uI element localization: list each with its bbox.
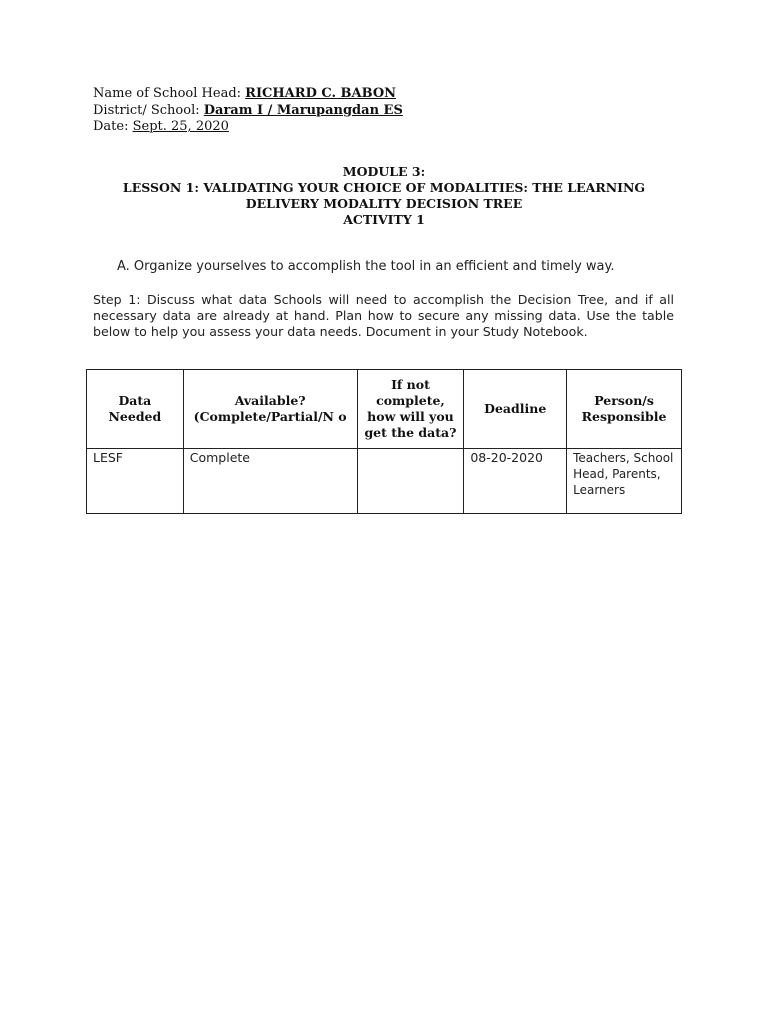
header-available: Available? (Complete/Partial/N o	[183, 370, 357, 449]
school-head-value: RICHARD C. BABON	[245, 86, 397, 101]
district-label: District/ School:	[93, 102, 204, 118]
activity-title: ACTIVITY 1	[343, 212, 425, 227]
district-row	[93, 103, 403, 120]
header-persons-responsible: Person/s Responsible	[567, 370, 682, 449]
cell-how-to-get	[357, 449, 464, 514]
lesson-title: LESSON 1: VALIDATING YOUR CHOICE OF MODALITIES: THE LEARNING DELIVERY MODALITY DECISION TREE	[122, 180, 646, 211]
cell-data-needed: LESF	[87, 449, 184, 514]
table-header-row	[87, 370, 682, 449]
header-deadline: Deadline	[464, 370, 567, 449]
school-head-row	[93, 86, 403, 103]
header-data-needed: Data Needed	[87, 370, 184, 449]
school-head-label: Name of School Head:	[93, 86, 246, 101]
date-label: Date:	[93, 119, 133, 134]
data-needs-table	[86, 369, 682, 514]
module-title: MODULE 3:	[342, 164, 426, 179]
document-titles	[86, 164, 682, 228]
date-row	[93, 119, 403, 136]
cell-available: Complete	[183, 449, 357, 514]
cell-deadline: 08-20-2020	[464, 449, 567, 514]
district-value: Daram I / Marupangdan ES	[203, 102, 403, 118]
instruction-a: A. Organize yourselves to accomplish the tool in an efficient and timely way.	[117, 259, 615, 274]
date-value: Sept. 25, 2020	[132, 119, 229, 134]
header-if-not-complete: If not complete, how will you get the data?	[357, 370, 464, 449]
table-row	[87, 449, 682, 514]
step-1-paragraph: Step 1: Discuss what data Schools will need to accomplish the Decision Tree, and if all necessary data are already at hand. Plan how to secure any missing data. Use the table below to help you assess your data needs. Document in your Study Notebook.	[93, 292, 674, 339]
cell-persons-responsible: Teachers, School Head, Parents, Learners	[567, 449, 682, 514]
document-header	[93, 86, 403, 136]
